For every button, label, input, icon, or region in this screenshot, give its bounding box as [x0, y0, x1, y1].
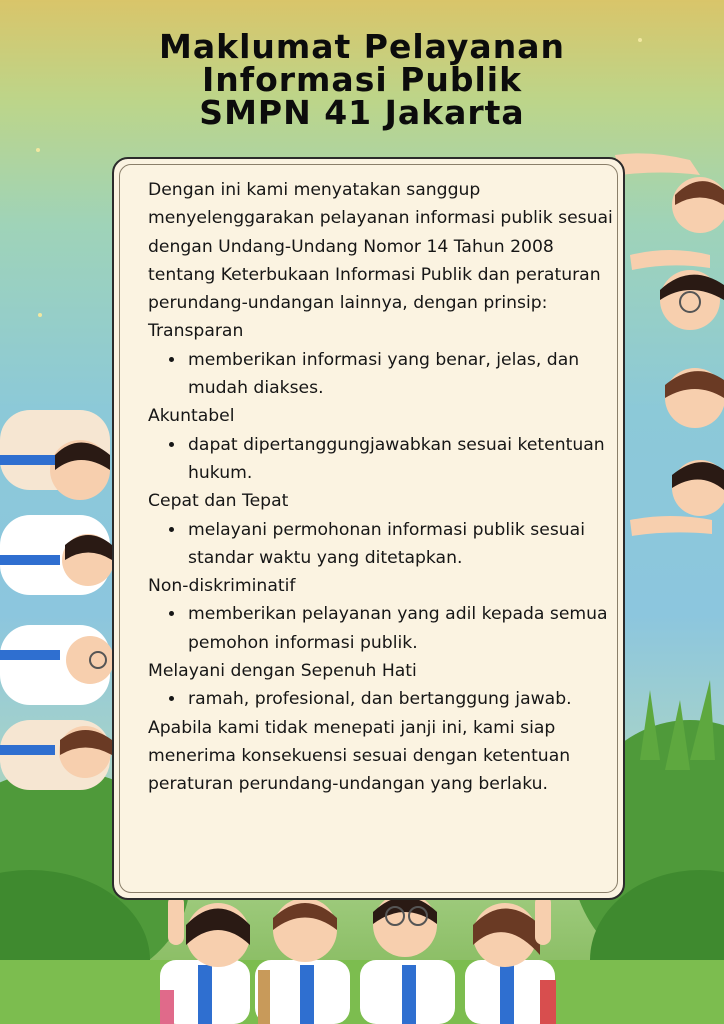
title-line-2: Informasi Publik: [201, 60, 523, 99]
principle-name: Transparan: [148, 321, 244, 342]
principle-desc: • dapat dipertanggungjawabkan sesuai ketentuan hukum.: [186, 431, 618, 488]
page-title: [0, 27, 724, 132]
sparkle: [38, 313, 42, 317]
grass-blades-right: [640, 680, 715, 770]
left-kids: [0, 410, 114, 790]
principle-list: [148, 431, 618, 488]
intro-paragraph: Dengan ini kami menyatakan sanggup menyelenggarakan pelayanan informasi publik sesuai dengan Undang-Undang Nomor 14 Tahun 2008 tentang Keterbukaan Informasi Publik dan peraturan perundang-undangan lainnya, dengan prinsip:: [148, 180, 613, 314]
principle-list: [148, 600, 618, 657]
principle-name: Cepat dan Tepat: [148, 491, 289, 512]
principle-name: Non-diskriminatif: [148, 576, 296, 597]
principle-list: [148, 516, 618, 573]
sparkle: [36, 148, 40, 152]
principle-list: [148, 346, 618, 403]
principle-desc: • melayani permohonan informasi publik sesuai standar waktu yang ditetapkan.: [186, 516, 618, 573]
principle-name: Melayani dengan Sepenuh Hati: [148, 661, 417, 682]
principle-desc: • memberikan informasi yang benar, jelas, dan mudah diakses.: [186, 346, 618, 403]
principle-list: [148, 685, 618, 713]
card-content: [148, 176, 618, 799]
principle-desc: • ramah, profesional, dan bertanggung jawab.: [186, 685, 618, 713]
principle-name: Akuntabel: [148, 406, 235, 427]
right-kids: [615, 153, 724, 536]
closing-paragraph: Apabila kami tidak menepati janji ini, kami siap menerima konsekuensi sesuai dengan ketentuan peraturan perundang-undangan yang berlaku.: [148, 717, 571, 795]
principle-desc: • memberikan pelayanan yang adil kepada semua pemohon informasi publik.: [186, 600, 618, 657]
title-line-3: SMPN 41 Jakarta: [199, 93, 525, 132]
title-line-1: Maklumat Pelayanan: [159, 27, 565, 66]
